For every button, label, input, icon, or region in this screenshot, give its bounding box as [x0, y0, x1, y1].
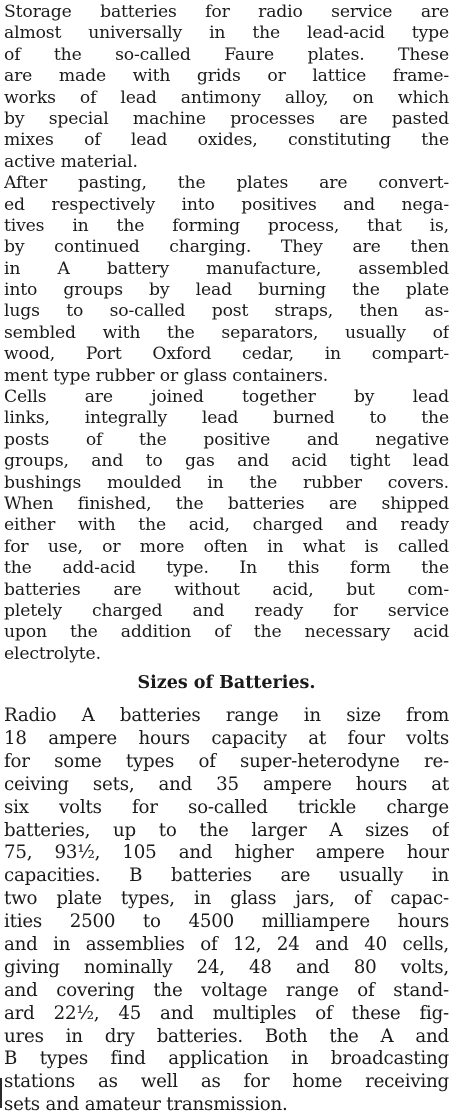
text-line: by continued charging. They are then [4, 237, 449, 258]
intro-section [4, 2, 449, 665]
text-line: either with the acid, charged and ready [4, 515, 449, 536]
text-line: After pasting, the plates are convert- [4, 173, 449, 194]
text-line: in A battery manufacture, assembled [4, 258, 449, 279]
text-line: stations as well as for home receiving [4, 1071, 449, 1093]
text-line: by special machine processes are pasted [4, 108, 449, 129]
text-line: 18 ampere hours capacity at four volts [4, 728, 449, 749]
paragraph-after-pasting [4, 173, 449, 387]
text-line: the add-acid type. In this form the [4, 558, 449, 579]
text-line: lugs to so-called post straps, then as- [4, 301, 449, 322]
text-line: electrolyte. [4, 643, 101, 664]
text-line: sets and amateur transmission. [4, 1094, 288, 1116]
sizes-section [4, 705, 449, 1117]
text-line: active material. [4, 151, 138, 172]
text-line: groups, and to gas and acid tight lead [4, 451, 449, 472]
text-line: giving nominally 24, 48 and 80 volts, [4, 956, 449, 978]
text-line: into groups by lead burning the plate [4, 280, 449, 301]
text-line: bushings moulded in the rubber covers. [4, 472, 449, 493]
text-line: six volts for so-called trickle charge [4, 796, 449, 818]
section-heading: Sizes of Batteries. [137, 673, 316, 694]
text-line: works of lead antimony alloy, on which [4, 87, 449, 108]
text-line: batteries are without acid, but com- [4, 579, 449, 600]
text-line: two plate types, in glass jars, of capac- [4, 888, 449, 910]
text-line: 75, 93½, 105 and higher ampere hour [4, 842, 449, 864]
text-line: almost universally in the lead-acid type [4, 23, 449, 44]
text-line: capacities. B batteries are usually in [4, 865, 449, 887]
text-line: tives in the forming process, that is, [4, 215, 449, 236]
text-line: batteries, up to the larger A sizes of [4, 819, 449, 841]
text-line: and in assemblies of 12, 24 and 40 cells, [4, 934, 449, 956]
paragraph-storage-batteries [4, 2, 449, 173]
text-line: for use, or more often in what is called [4, 536, 449, 557]
text-line: ed respectively into positives and nega- [4, 194, 449, 215]
text-line: ard 22½, 45 and multiples of these fig- [4, 1002, 449, 1024]
text-line: links, integrally lead burned to the [4, 408, 449, 429]
text-line: Storage batteries for radio service are [4, 2, 449, 22]
text-line: ities 2500 to 4500 milliampere hours [4, 911, 449, 933]
text-line: wood, Port Oxford cedar, in compart- [4, 344, 449, 365]
text-line: ment type rubber or glass containers. [4, 365, 329, 386]
text-line: Radio A batteries range in size from [4, 705, 449, 727]
paragraph-cells-joined [4, 387, 449, 665]
text-line: are made with grids or lattice frame- [4, 66, 449, 87]
text-line: of the so-called Faure plates. These [4, 44, 449, 65]
text-line: mixes of lead oxides, constituting the [4, 130, 449, 151]
text-line: and covering the voltage range of stand- [4, 979, 449, 1001]
text-line: sembled with the separators, usually of [4, 322, 449, 343]
text-line: B types find application in broadcasting [4, 1048, 449, 1070]
paragraph-radio-a-batteries [4, 705, 449, 1117]
text-line: When finished, the batteries are shipped [4, 493, 449, 514]
text-line: upon the addition of the necessary acid [4, 622, 449, 643]
text-line: pletely charged and ready for service [4, 600, 449, 621]
text-line: Cells are joined together by lead [4, 387, 449, 408]
text-line: ures in dry batteries. Both the A and [4, 1025, 449, 1047]
column-edge-mark [0, 1078, 2, 1108]
text-line: for some types of super-heterodyne re- [4, 750, 449, 772]
text-line: ceiving sets, and 35 ampere hours at [4, 773, 449, 795]
text-line: posts of the positive and negative [4, 429, 449, 450]
